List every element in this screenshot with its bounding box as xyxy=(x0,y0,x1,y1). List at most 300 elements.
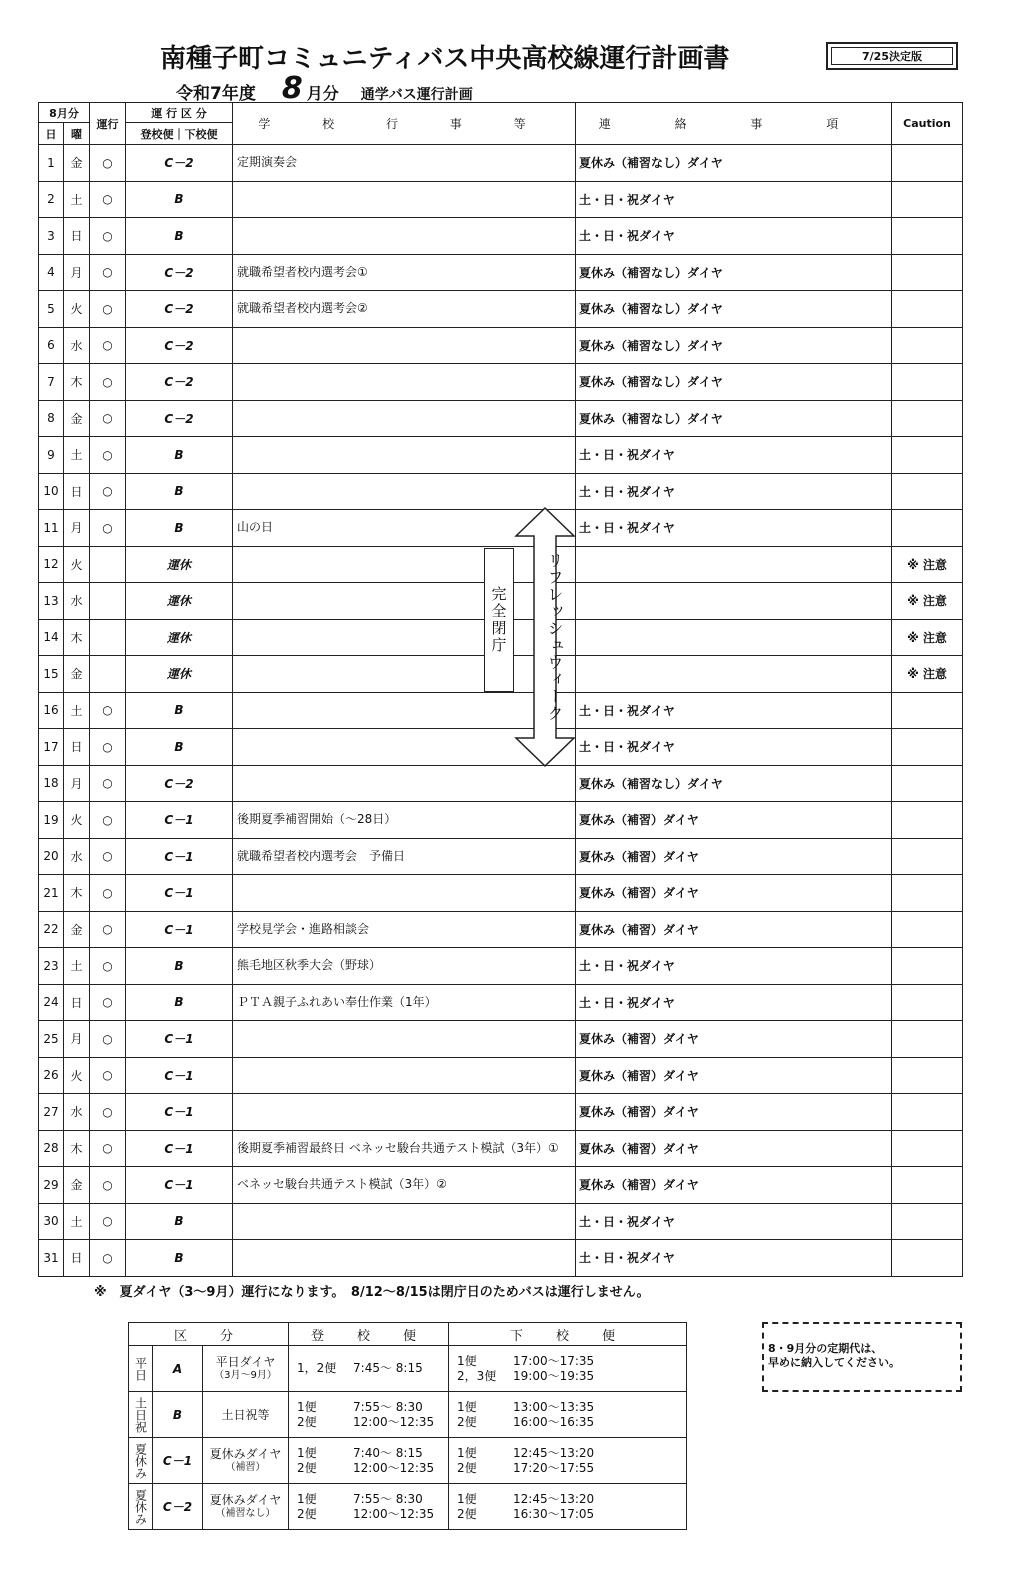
subtitle-line xyxy=(176,72,473,104)
timetable-trip xyxy=(457,1446,686,1461)
day-row xyxy=(39,181,963,218)
weekday: 金 xyxy=(64,911,90,948)
route-category: C－2 xyxy=(126,254,233,291)
day-row xyxy=(39,364,963,401)
contact-note: 夏休み（補習）ダイヤ xyxy=(576,1057,892,1094)
school-event: 就職希望者校内選考会② xyxy=(233,291,576,328)
contact-note xyxy=(576,583,892,620)
operation-mark: ○ xyxy=(90,218,126,255)
contact-note: 夏休み（補習なし）ダイヤ xyxy=(576,254,892,291)
route-category: C－2 xyxy=(126,364,233,401)
day-number: 1 xyxy=(39,145,64,182)
caution-note xyxy=(892,1167,963,1204)
weekday: 木 xyxy=(64,619,90,656)
route-category: C－2 xyxy=(126,327,233,364)
timetable-trip xyxy=(457,1415,686,1430)
caution-note xyxy=(892,145,963,182)
day-row xyxy=(39,984,963,1021)
route-category: C－1 xyxy=(126,1167,233,1204)
route-category: C－1 xyxy=(126,1130,233,1167)
day-number: 17 xyxy=(39,729,64,766)
timetable-code: C－2 xyxy=(153,1484,203,1530)
weekday: 月 xyxy=(64,765,90,802)
trip-time: 16:00～16:35 xyxy=(513,1414,595,1429)
diagram-sub: （補習） xyxy=(225,1461,266,1473)
contact-note: 夏休み（補習なし）ダイヤ xyxy=(576,291,892,328)
diagram-sub: （補習なし） xyxy=(215,1507,276,1519)
school-event: 後期夏季補習開始（～28日） xyxy=(233,802,576,839)
day-number: 19 xyxy=(39,802,64,839)
operation-header: 運行 xyxy=(90,103,126,145)
month-label: 月分 xyxy=(306,84,339,103)
operation-mark: ○ xyxy=(90,948,126,985)
diagram-sub: （3月～9月） xyxy=(214,1369,277,1381)
timetable-to-times xyxy=(289,1438,449,1484)
school-event: 熊毛地区秋季大会（野球） xyxy=(233,948,576,985)
operation-mark: ○ xyxy=(90,911,126,948)
day-row xyxy=(39,254,963,291)
trip-number: 2便 xyxy=(297,1414,317,1429)
operation-mark: ○ xyxy=(90,400,126,437)
timetable-group xyxy=(129,1438,153,1484)
school-event: 就職希望者校内選考会① xyxy=(233,254,576,291)
day-number: 6 xyxy=(39,327,64,364)
school-event xyxy=(233,400,576,437)
weekday: 木 xyxy=(64,1130,90,1167)
route-category: C－1 xyxy=(126,911,233,948)
day-number: 15 xyxy=(39,656,64,693)
trip-time: 12:00～12:35 xyxy=(353,1460,435,1475)
school-event xyxy=(233,1094,576,1131)
diagram-name: 平日ダイヤ xyxy=(215,1354,276,1369)
contact-note: 土・日・祝ダイヤ xyxy=(576,473,892,510)
day-number: 28 xyxy=(39,1130,64,1167)
school-event: 後期夏季補習最終日 ベネッセ駿台共通テスト模試（3年）① xyxy=(233,1130,576,1167)
timetable-diagram-name xyxy=(203,1484,289,1530)
route-category: B xyxy=(126,984,233,1021)
trip-number: 2便 xyxy=(297,1506,317,1521)
footnote: ※ 夏ダイヤ（3～9月）運行になります。 8/12～8/15は閉庁日のためバスは運行しません。 xyxy=(94,1285,650,1300)
school-event xyxy=(233,1057,576,1094)
route-category: B xyxy=(126,218,233,255)
caution-note xyxy=(892,911,963,948)
timetable-trip xyxy=(457,1492,686,1507)
school-event xyxy=(233,364,576,401)
timetable-to-times xyxy=(289,1346,449,1392)
weekday: 火 xyxy=(64,291,90,328)
caution-note xyxy=(892,1130,963,1167)
weekday: 土 xyxy=(64,181,90,218)
route-category: C－2 xyxy=(126,765,233,802)
route-category: 運休 xyxy=(126,619,233,656)
school-event: 定期演奏会 xyxy=(233,145,576,182)
trip-time: 13:00～13:35 xyxy=(513,1399,595,1414)
timetable-row xyxy=(129,1346,687,1392)
to-from-header: 登校便｜下校便 xyxy=(126,123,233,145)
contact-note: 夏休み（補習）ダイヤ xyxy=(576,802,892,839)
weekday: 金 xyxy=(64,1167,90,1204)
operation-mark: ○ xyxy=(90,254,126,291)
timetable-code: B xyxy=(153,1392,203,1438)
caution-note: ※ 注意 xyxy=(892,656,963,693)
day-number: 8 xyxy=(39,400,64,437)
route-category: C－2 xyxy=(126,400,233,437)
day-row xyxy=(39,145,963,182)
day-row xyxy=(39,875,963,912)
trip-time: 7:55～ 8:30 xyxy=(353,1399,423,1414)
timetable-group-label: 夏休み xyxy=(133,1442,148,1479)
caution-note: ※ 注意 xyxy=(892,546,963,583)
operation-mark: ○ xyxy=(90,1130,126,1167)
day-number: 21 xyxy=(39,875,64,912)
contact-note: 土・日・祝ダイヤ xyxy=(576,437,892,474)
timetable-from-times xyxy=(449,1392,687,1438)
day-number: 24 xyxy=(39,984,64,1021)
trip-time: 12:00～12:35 xyxy=(353,1506,435,1521)
day-number: 25 xyxy=(39,1021,64,1058)
timetable-row xyxy=(129,1392,687,1438)
operation-mark: ○ xyxy=(90,437,126,474)
diagram-name: 夏休みダイヤ xyxy=(209,1446,282,1461)
timetable-row xyxy=(129,1484,687,1530)
route-category: C－1 xyxy=(126,1021,233,1058)
day-row xyxy=(39,1130,963,1167)
contact-note: 夏休み（補習）ダイヤ xyxy=(576,1021,892,1058)
day-row xyxy=(39,1240,963,1277)
timetable-trip xyxy=(297,1361,448,1376)
day-number: 4 xyxy=(39,254,64,291)
timetable-code: A xyxy=(153,1346,203,1392)
caution-note: ※ 注意 xyxy=(892,583,963,620)
from-school-header: 下校便 xyxy=(184,127,218,141)
contact-note: 土・日・祝ダイヤ xyxy=(576,181,892,218)
route-category: B xyxy=(126,729,233,766)
weekday: 日 xyxy=(64,984,90,1021)
contact-note: 夏休み（補習）ダイヤ xyxy=(576,1167,892,1204)
route-category: B xyxy=(126,181,233,218)
school-event xyxy=(233,437,576,474)
route-category: C－1 xyxy=(126,875,233,912)
caution-note xyxy=(892,1240,963,1277)
weekday: 木 xyxy=(64,364,90,401)
month-number: 8 xyxy=(281,71,303,106)
caution-note xyxy=(892,510,963,547)
weekday: 火 xyxy=(64,802,90,839)
trip-time: 12:00～12:35 xyxy=(353,1414,435,1429)
contact-note: 土・日・祝ダイヤ xyxy=(576,692,892,729)
timetable-to-times xyxy=(289,1392,449,1438)
timetable-trip xyxy=(457,1461,686,1476)
caution-note xyxy=(892,1094,963,1131)
operation-mark xyxy=(90,583,126,620)
to-school-header: 登校便 xyxy=(140,127,174,141)
trip-time: 7:45～ 8:15 xyxy=(353,1361,423,1375)
caution-note: ※ 注意 xyxy=(892,619,963,656)
contact-note: 夏休み（補習）ダイヤ xyxy=(576,838,892,875)
route-category: B xyxy=(126,510,233,547)
contact-note xyxy=(576,546,892,583)
timetable-category-header: 区 分 xyxy=(129,1323,289,1346)
day-row xyxy=(39,218,963,255)
operation-mark: ○ xyxy=(90,765,126,802)
caution-note xyxy=(892,400,963,437)
school-event xyxy=(233,1021,576,1058)
timetable-trip xyxy=(457,1507,686,1522)
caution-note xyxy=(892,1057,963,1094)
day-row xyxy=(39,838,963,875)
route-category: B xyxy=(126,473,233,510)
trip-number: 2便 xyxy=(457,1506,477,1521)
operation-mark: ○ xyxy=(90,984,126,1021)
contact-note: 土・日・祝ダイヤ xyxy=(576,218,892,255)
trip-number: 1便 xyxy=(457,1445,477,1460)
contact-note: 土・日・祝ダイヤ xyxy=(576,984,892,1021)
operation-mark: ○ xyxy=(90,875,126,912)
day-number: 23 xyxy=(39,948,64,985)
day-row xyxy=(39,802,963,839)
trip-number: 1便 xyxy=(457,1399,477,1414)
timetable-trip xyxy=(297,1446,448,1461)
weekday: 火 xyxy=(64,546,90,583)
school-event xyxy=(233,473,576,510)
operation-mark xyxy=(90,656,126,693)
day-number: 13 xyxy=(39,583,64,620)
route-category: C－1 xyxy=(126,1057,233,1094)
day-number: 10 xyxy=(39,473,64,510)
caution-note xyxy=(892,327,963,364)
bus-timetable xyxy=(128,1322,687,1530)
operation-mark: ○ xyxy=(90,1094,126,1131)
weekday: 日 xyxy=(64,1240,90,1277)
route-category: B xyxy=(126,437,233,474)
route-category: B xyxy=(126,1203,233,1240)
caution-note xyxy=(892,838,963,875)
weekday: 水 xyxy=(64,583,90,620)
weekday: 土 xyxy=(64,437,90,474)
trip-number: 2便 xyxy=(297,1460,317,1475)
contact-note: 夏休み（補習なし）ダイヤ xyxy=(576,364,892,401)
contact-note: 夏休み（補習なし）ダイヤ xyxy=(576,327,892,364)
caution-note xyxy=(892,437,963,474)
trip-time: 17:20～17:55 xyxy=(513,1460,595,1475)
diagram-name: 土日祝等 xyxy=(221,1407,270,1422)
timetable-trip xyxy=(297,1400,448,1415)
weekday: 金 xyxy=(64,400,90,437)
weekday: 水 xyxy=(64,327,90,364)
timetable-from-times xyxy=(449,1346,687,1392)
day-number: 30 xyxy=(39,1203,64,1240)
route-category: C－1 xyxy=(126,802,233,839)
caution-note xyxy=(892,692,963,729)
timetable-trip xyxy=(457,1400,686,1415)
trip-number: 1，2便 xyxy=(297,1361,337,1375)
day-number: 3 xyxy=(39,218,64,255)
caution-note xyxy=(892,875,963,912)
contact-note: 夏休み（補習）ダイヤ xyxy=(576,1130,892,1167)
operation-mark: ○ xyxy=(90,692,126,729)
operation-mark: ○ xyxy=(90,1057,126,1094)
day-row xyxy=(39,291,963,328)
contact-note: 土・日・祝ダイヤ xyxy=(576,1240,892,1277)
trip-number: 1便 xyxy=(457,1491,477,1506)
trip-number: 2，3便 xyxy=(457,1368,497,1383)
route-category: C－1 xyxy=(126,838,233,875)
school-event xyxy=(233,218,576,255)
timetable-trip xyxy=(297,1415,448,1430)
weekday: 日 xyxy=(64,729,90,766)
contact-note: 夏休み（補習なし）ダイヤ xyxy=(576,145,892,182)
day-number: 11 xyxy=(39,510,64,547)
plan-label: 通学バス運行計画 xyxy=(360,87,473,103)
day-number: 20 xyxy=(39,838,64,875)
contact-note: 夏休み（補習）ダイヤ xyxy=(576,1094,892,1131)
weekday: 日 xyxy=(64,218,90,255)
timetable-trip xyxy=(297,1461,448,1476)
fiscal-year: 令和7年度 xyxy=(176,84,256,104)
timetable-group xyxy=(129,1484,153,1530)
day-row xyxy=(39,437,963,474)
category-header: 運 行 区 分 xyxy=(126,103,233,123)
timetable-group-label: 夏休み xyxy=(133,1488,148,1525)
contact-note xyxy=(576,656,892,693)
school-event: ベネッセ駿台共通テスト模試（3年）② xyxy=(233,1167,576,1204)
timetable-group xyxy=(129,1346,153,1392)
contact-note: 土・日・祝ダイヤ xyxy=(576,510,892,547)
weekday: 金 xyxy=(64,145,90,182)
school-event: ＰＴＡ親子ふれあい奉仕作業（1年） xyxy=(233,984,576,1021)
day-number: 7 xyxy=(39,364,64,401)
diagram-name: 夏休みダイヤ xyxy=(209,1492,282,1507)
school-event xyxy=(233,765,576,802)
office-closed-label: 完全閉庁 xyxy=(484,548,514,692)
day-header: 日 xyxy=(39,123,64,145)
route-category: 運休 xyxy=(126,583,233,620)
timetable-to-header: 登 校 便 xyxy=(289,1323,449,1346)
trip-time: 7:55～ 8:30 xyxy=(353,1491,423,1506)
timetable-code: C－1 xyxy=(153,1438,203,1484)
trip-time: 17:00～17:35 xyxy=(513,1353,595,1368)
weekday: 水 xyxy=(64,838,90,875)
day-row xyxy=(39,1167,963,1204)
weekday: 月 xyxy=(64,1021,90,1058)
operation-mark: ○ xyxy=(90,364,126,401)
day-number: 31 xyxy=(39,1240,64,1277)
operation-mark: ○ xyxy=(90,1167,126,1204)
trip-time: 16:30～17:05 xyxy=(513,1506,595,1521)
contact-header: 連 絡 事 項 xyxy=(576,103,892,145)
day-number: 9 xyxy=(39,437,64,474)
timetable-diagram-name xyxy=(203,1346,289,1392)
timetable-to-times xyxy=(289,1484,449,1530)
day-row xyxy=(39,1203,963,1240)
caution-note xyxy=(892,765,963,802)
day-row xyxy=(39,510,963,547)
trip-number: 1便 xyxy=(297,1399,317,1414)
weekday: 木 xyxy=(64,875,90,912)
timetable-trip xyxy=(297,1507,448,1522)
timetable-trip xyxy=(297,1492,448,1507)
trip-time: 12:45～13:20 xyxy=(513,1491,595,1506)
caution-note xyxy=(892,291,963,328)
operation-mark: ○ xyxy=(90,729,126,766)
contact-note: 土・日・祝ダイヤ xyxy=(576,1203,892,1240)
school-event xyxy=(233,327,576,364)
route-category: B xyxy=(126,692,233,729)
school-event: 学校見学会・進路相談会 xyxy=(233,911,576,948)
weekday: 水 xyxy=(64,1094,90,1131)
timetable-trip xyxy=(457,1369,686,1384)
day-number: 14 xyxy=(39,619,64,656)
caution-note xyxy=(892,729,963,766)
contact-note: 土・日・祝ダイヤ xyxy=(576,729,892,766)
operation-mark: ○ xyxy=(90,1021,126,1058)
route-category: B xyxy=(126,948,233,985)
trip-number: 1便 xyxy=(297,1491,317,1506)
timetable-from-times xyxy=(449,1484,687,1530)
version-badge: 7/25決定版 xyxy=(826,42,958,70)
day-row xyxy=(39,327,963,364)
day-number: 29 xyxy=(39,1167,64,1204)
school-event: 山の日 xyxy=(233,510,576,547)
trip-number: 2便 xyxy=(457,1414,477,1429)
fee-notice: 8・9月分の定期代は、 早めに納入してください。 xyxy=(762,1322,962,1392)
operation-mark: ○ xyxy=(90,510,126,547)
operation-mark: ○ xyxy=(90,291,126,328)
timetable-from-times xyxy=(449,1438,687,1484)
route-category: C－2 xyxy=(126,291,233,328)
caution-note xyxy=(892,254,963,291)
route-category: 運休 xyxy=(126,546,233,583)
weekday: 月 xyxy=(64,510,90,547)
operation-mark: ○ xyxy=(90,838,126,875)
timetable-group xyxy=(129,1392,153,1438)
operation-mark: ○ xyxy=(90,327,126,364)
operation-mark: ○ xyxy=(90,473,126,510)
operation-mark xyxy=(90,546,126,583)
day-number: 16 xyxy=(39,692,64,729)
route-category: B xyxy=(126,1240,233,1277)
route-category: 運休 xyxy=(126,656,233,693)
trip-time: 12:45～13:20 xyxy=(513,1445,595,1460)
caution-note xyxy=(892,1203,963,1240)
trip-time: 7:40～ 8:15 xyxy=(353,1445,423,1460)
day-row xyxy=(39,729,963,766)
timetable-from-header: 下 校 便 xyxy=(449,1323,687,1346)
operation-mark: ○ xyxy=(90,802,126,839)
contact-note xyxy=(576,619,892,656)
day-number: 27 xyxy=(39,1094,64,1131)
day-row xyxy=(39,1021,963,1058)
route-category: C－1 xyxy=(126,1094,233,1131)
weekday: 土 xyxy=(64,692,90,729)
timetable-group-label: 土日祝 xyxy=(133,1396,148,1433)
contact-note: 夏休み（補習なし）ダイヤ xyxy=(576,765,892,802)
operation-mark: ○ xyxy=(90,1240,126,1277)
refresh-week-label: リフレッシュウィーク xyxy=(545,552,564,722)
weekday: 日 xyxy=(64,473,90,510)
weekday: 土 xyxy=(64,948,90,985)
contact-note: 夏休み（補習）ダイヤ xyxy=(576,911,892,948)
trip-number: 1便 xyxy=(457,1353,477,1368)
weekday: 土 xyxy=(64,1203,90,1240)
school-event xyxy=(233,1240,576,1277)
day-number: 18 xyxy=(39,765,64,802)
month-header: 8月分 xyxy=(39,103,90,123)
timetable-row xyxy=(129,1438,687,1484)
caution-note xyxy=(892,948,963,985)
day-row xyxy=(39,692,963,729)
contact-note: 夏休み（補習なし）ダイヤ xyxy=(576,400,892,437)
